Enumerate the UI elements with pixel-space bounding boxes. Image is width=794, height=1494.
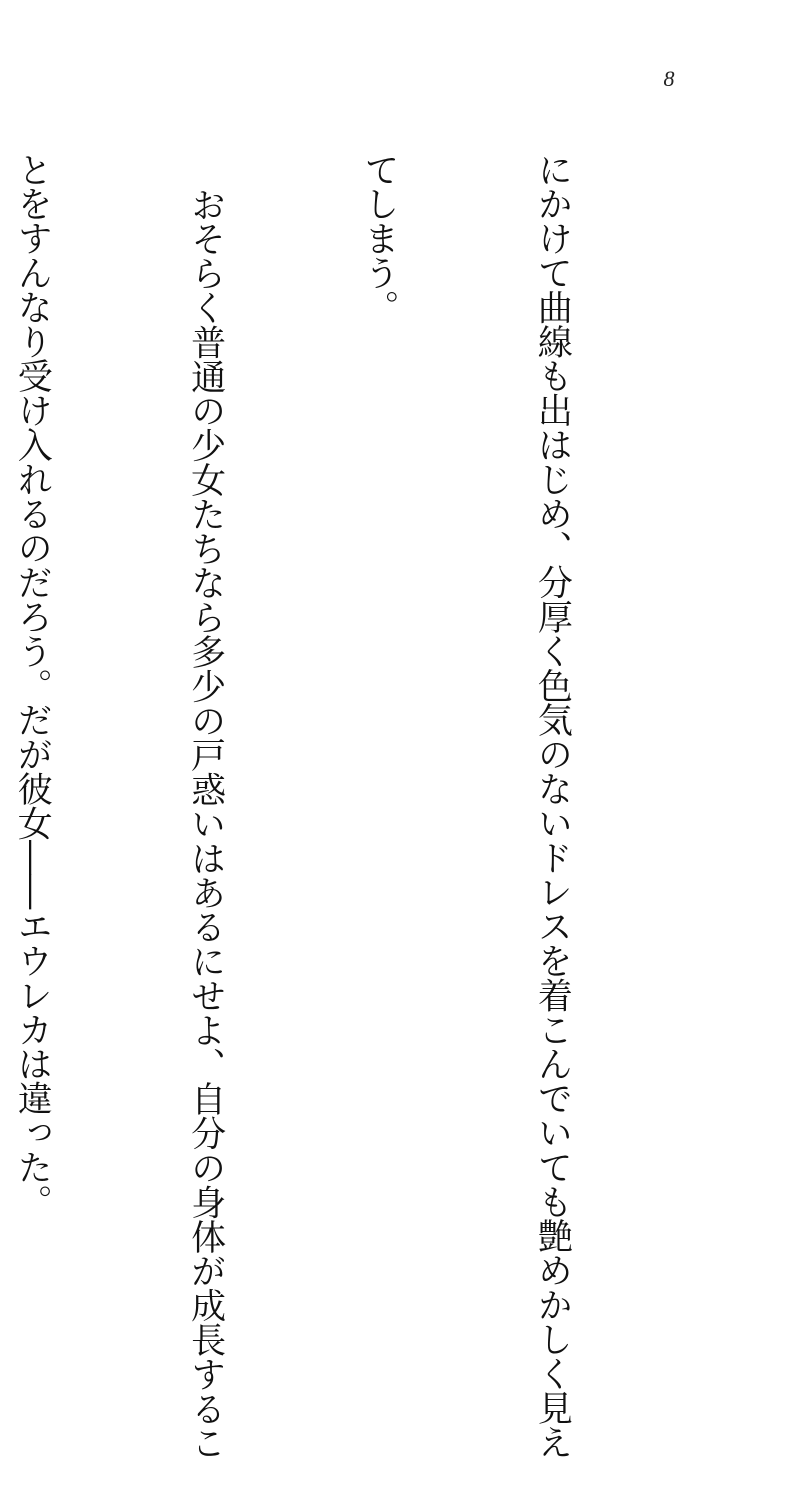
text-line: とをすんなり受け入れるのだろう。だが彼女――エウレカは違った。	[12, 152, 53, 1219]
text-line: にかけて曲線も出はじめ、分厚く色気のないドレスを着こんでいても艶めかしく見え	[532, 152, 573, 1460]
page-number: 8	[663, 66, 675, 91]
text-line: てしまう。	[359, 152, 400, 325]
text-line: おそらく普通の少女たちなら多少の戸惑いはあるにせよ、自分の身体が成長するこ	[185, 187, 226, 1460]
novel-body-text	[12, 152, 696, 1460]
